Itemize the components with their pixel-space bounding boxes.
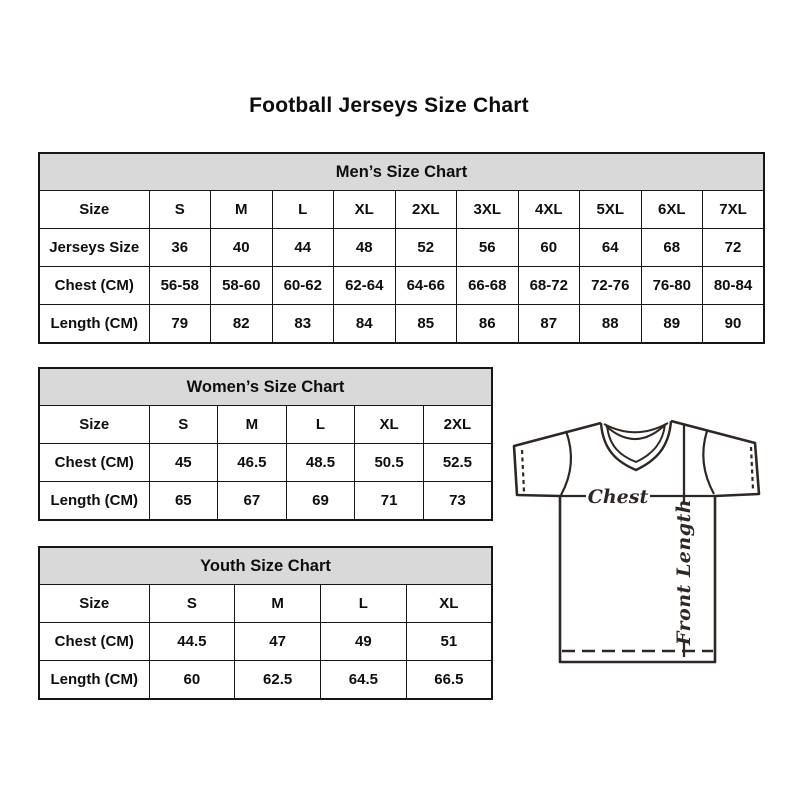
jersey-outline bbox=[514, 421, 759, 662]
value-cell: 67 bbox=[218, 482, 287, 521]
table-header-row bbox=[39, 547, 492, 585]
value-cell: 46.5 bbox=[218, 444, 287, 482]
value-cell: 62-64 bbox=[334, 267, 396, 305]
value-cell: 60-62 bbox=[272, 267, 334, 305]
value-cell: 84 bbox=[334, 305, 396, 344]
value-cell: 36 bbox=[149, 229, 211, 267]
value-cell: 76-80 bbox=[641, 267, 703, 305]
value-cell: 48 bbox=[334, 229, 396, 267]
table-row bbox=[39, 305, 764, 344]
table-row bbox=[39, 444, 492, 482]
value-cell: S bbox=[149, 585, 235, 623]
youth-size-chart-section bbox=[38, 546, 493, 700]
value-cell: 48.5 bbox=[286, 444, 355, 482]
value-cell: 6XL bbox=[641, 191, 703, 229]
value-cell: 64 bbox=[580, 229, 642, 267]
value-cell: L bbox=[272, 191, 334, 229]
row-label-cell: Size bbox=[39, 406, 149, 444]
value-cell: 3XL bbox=[457, 191, 519, 229]
table-row bbox=[39, 406, 492, 444]
value-cell: 82 bbox=[211, 305, 273, 344]
row-label-cell: Length (CM) bbox=[39, 305, 149, 344]
right-sleeve-seam bbox=[703, 431, 714, 494]
table-row bbox=[39, 661, 492, 700]
womens-table-body bbox=[39, 406, 492, 521]
value-cell: 68 bbox=[641, 229, 703, 267]
youth-table-body bbox=[39, 585, 492, 700]
value-cell: L bbox=[286, 406, 355, 444]
value-cell: 87 bbox=[518, 305, 580, 344]
chest-label: Chest bbox=[587, 486, 649, 508]
value-cell: 71 bbox=[355, 482, 424, 521]
value-cell: XL bbox=[355, 406, 424, 444]
table-row bbox=[39, 267, 764, 305]
page-title: Football Jerseys Size Chart bbox=[249, 94, 529, 117]
left-sleeve-seam bbox=[561, 431, 571, 495]
value-cell: M bbox=[235, 585, 321, 623]
value-cell: S bbox=[149, 406, 218, 444]
left-cuff-stitch-line bbox=[522, 450, 524, 492]
value-cell: 60 bbox=[518, 229, 580, 267]
value-cell: 64-66 bbox=[395, 267, 457, 305]
value-cell: 64.5 bbox=[321, 661, 407, 700]
mens-size-chart-section bbox=[38, 152, 765, 344]
value-cell: 47 bbox=[235, 623, 321, 661]
value-cell: 73 bbox=[423, 482, 492, 521]
youth-size-table bbox=[38, 546, 493, 700]
value-cell: 90 bbox=[703, 305, 765, 344]
value-cell: 40 bbox=[211, 229, 273, 267]
value-cell: 79 bbox=[149, 305, 211, 344]
row-label-cell: Jerseys Size bbox=[39, 229, 149, 267]
mens-table-title: Men’s Size Chart bbox=[39, 153, 764, 191]
value-cell: 56-58 bbox=[149, 267, 211, 305]
table-row bbox=[39, 229, 764, 267]
value-cell: 66.5 bbox=[406, 661, 492, 700]
row-label-cell: Size bbox=[39, 585, 149, 623]
value-cell: 56 bbox=[457, 229, 519, 267]
value-cell: 69 bbox=[286, 482, 355, 521]
value-cell: M bbox=[218, 406, 287, 444]
value-cell: 45 bbox=[149, 444, 218, 482]
value-cell: 51 bbox=[406, 623, 492, 661]
value-cell: XL bbox=[406, 585, 492, 623]
value-cell: 85 bbox=[395, 305, 457, 344]
mens-size-table bbox=[38, 152, 765, 344]
value-cell: 66-68 bbox=[457, 267, 519, 305]
jersey-measurement-diagram bbox=[500, 405, 800, 675]
right-cuff-stitch-line bbox=[751, 447, 753, 490]
womens-size-table bbox=[38, 367, 493, 521]
value-cell: 44 bbox=[272, 229, 334, 267]
value-cell: 88 bbox=[580, 305, 642, 344]
row-label-cell: Length (CM) bbox=[39, 661, 149, 700]
value-cell: 62.5 bbox=[235, 661, 321, 700]
row-label-cell: Chest (CM) bbox=[39, 267, 149, 305]
value-cell: 80-84 bbox=[703, 267, 765, 305]
table-header-row bbox=[39, 368, 492, 406]
value-cell: 44.5 bbox=[149, 623, 235, 661]
table-row bbox=[39, 585, 492, 623]
value-cell: M bbox=[211, 191, 273, 229]
youth-table-title: Youth Size Chart bbox=[39, 547, 492, 585]
row-label-cell: Chest (CM) bbox=[39, 623, 149, 661]
table-row bbox=[39, 623, 492, 661]
table-row bbox=[39, 191, 764, 229]
value-cell: 72 bbox=[703, 229, 765, 267]
value-cell: L bbox=[321, 585, 407, 623]
value-cell: 2XL bbox=[423, 406, 492, 444]
value-cell: 60 bbox=[149, 661, 235, 700]
value-cell: 58-60 bbox=[211, 267, 273, 305]
row-label-cell: Chest (CM) bbox=[39, 444, 149, 482]
value-cell: 89 bbox=[641, 305, 703, 344]
front-length-label: Front Length bbox=[673, 498, 695, 646]
value-cell: XL bbox=[334, 191, 396, 229]
value-cell: 4XL bbox=[518, 191, 580, 229]
value-cell: S bbox=[149, 191, 211, 229]
value-cell: 49 bbox=[321, 623, 407, 661]
value-cell: 5XL bbox=[580, 191, 642, 229]
value-cell: 72-76 bbox=[580, 267, 642, 305]
value-cell: 83 bbox=[272, 305, 334, 344]
row-label-cell: Length (CM) bbox=[39, 482, 149, 521]
value-cell: 50.5 bbox=[355, 444, 424, 482]
mens-table-body bbox=[39, 191, 764, 344]
value-cell: 52.5 bbox=[423, 444, 492, 482]
value-cell: 68-72 bbox=[518, 267, 580, 305]
value-cell: 52 bbox=[395, 229, 457, 267]
row-label-cell: Size bbox=[39, 191, 149, 229]
value-cell: 65 bbox=[149, 482, 218, 521]
value-cell: 86 bbox=[457, 305, 519, 344]
value-cell: 2XL bbox=[395, 191, 457, 229]
table-header-row bbox=[39, 153, 764, 191]
womens-table-title: Women’s Size Chart bbox=[39, 368, 492, 406]
value-cell: 7XL bbox=[703, 191, 765, 229]
womens-size-chart-section bbox=[38, 367, 493, 521]
table-row bbox=[39, 482, 492, 521]
